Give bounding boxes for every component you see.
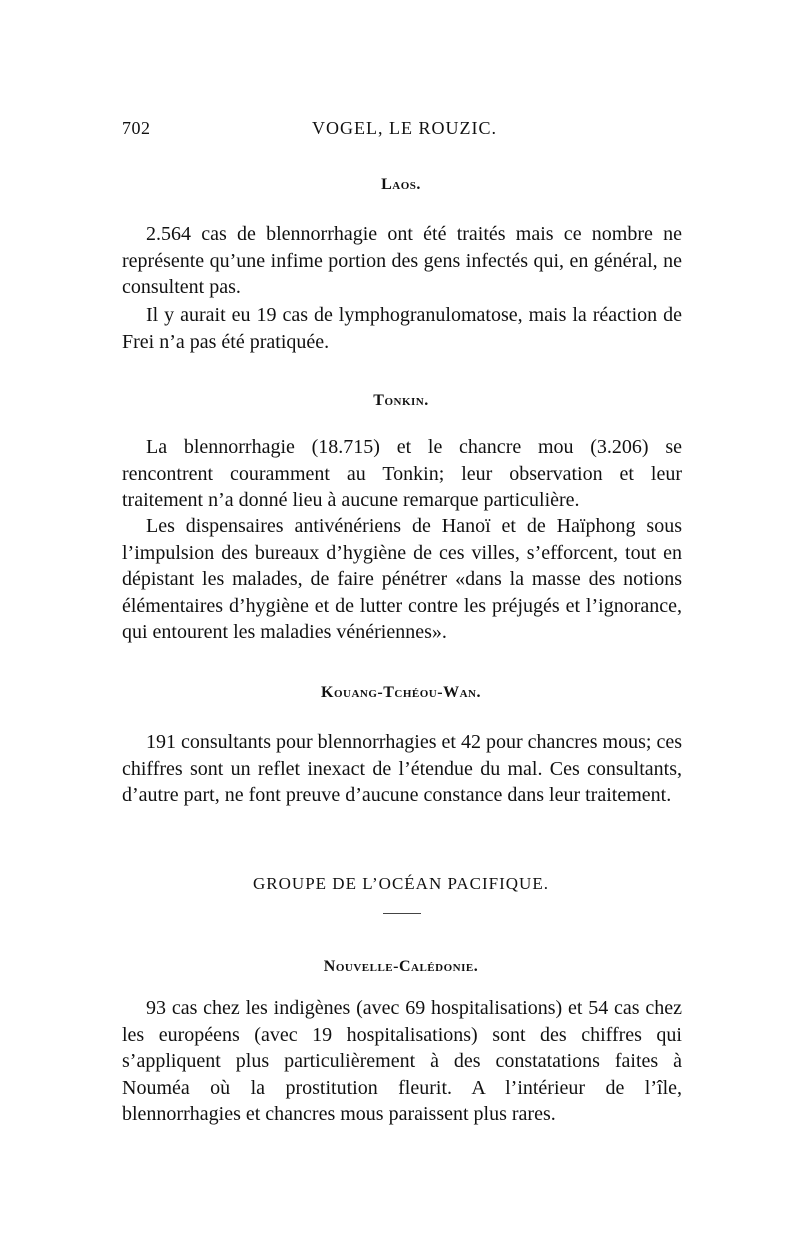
tonkin-paragraph-2: Les dispensaires antivénériens de Hanoï et de Haïphong sous l’impulsion des bureaux d’hygiène de ces villes, s’efforcent, tout en dépistant les malades, de faire pénétrer «dans la masse des notions élémentaires d’hygiène et de lutter contre les préjugés et l’ignorance, qui entourent les maladies vénériennes». (122, 515, 682, 644)
laos-paragraph-1: 2.564 cas de blennorrhagie ont été traités mais ce nombre ne représente qu’une infime portion des gens infectés qui, en général, ne consultent pas. (122, 223, 682, 299)
section-title-nouvelle-caledonie: Nouvelle-Calédonie. (323, 958, 479, 975)
running-head: VOGEL, LE ROUZIC. (312, 118, 497, 138)
kouang-paragraph-1: 191 consultants pour blennorrhagies et 42 pour chancres mous; ces chiffres sont un reflet inexact de l’étendue du mal. Ces consultants, d’autre part, ne font preuve d’aucune constance dans leur traitement. (122, 731, 682, 807)
caledonie-paragraph-1: 93 cas chez les indigènes (avec 69 hospitalisations) et 54 cas chez les européens (avec 19 hospitalisations) sont des chiffres qui s’appliquent plus particulièrement à des constatations faites à Nouméa où la prostitution fleurit. A l’intérieur de l’île, blennorrhagies et chancres mous paraissent plus rares. (122, 997, 682, 1126)
laos-paragraph-2: Il y aurait eu 19 cas de lymphogranulomatose, mais la réaction de Frei n’a pas été pratiquée. (122, 304, 682, 353)
section-title-tonkin: Tonkin. (373, 392, 429, 409)
separator-rule (383, 913, 421, 914)
page-number: 702 (122, 118, 151, 138)
section-title-laos: Laos. (381, 176, 421, 193)
page-header (122, 118, 682, 142)
group-title-pacific: GROUPE DE L’OCÉAN PACIFIQUE. (253, 874, 549, 893)
section-title-kouang-tcheou-wan: Kouang-Tchéou-Wan. (321, 684, 481, 701)
tonkin-paragraph-1: La blennorrhagie (18.715) et le chancre mou (3.206) se rencontrent couramment au Tonkin; leur observation et leur traitement n’a donné lieu à aucune remarque particulière. (122, 436, 682, 512)
